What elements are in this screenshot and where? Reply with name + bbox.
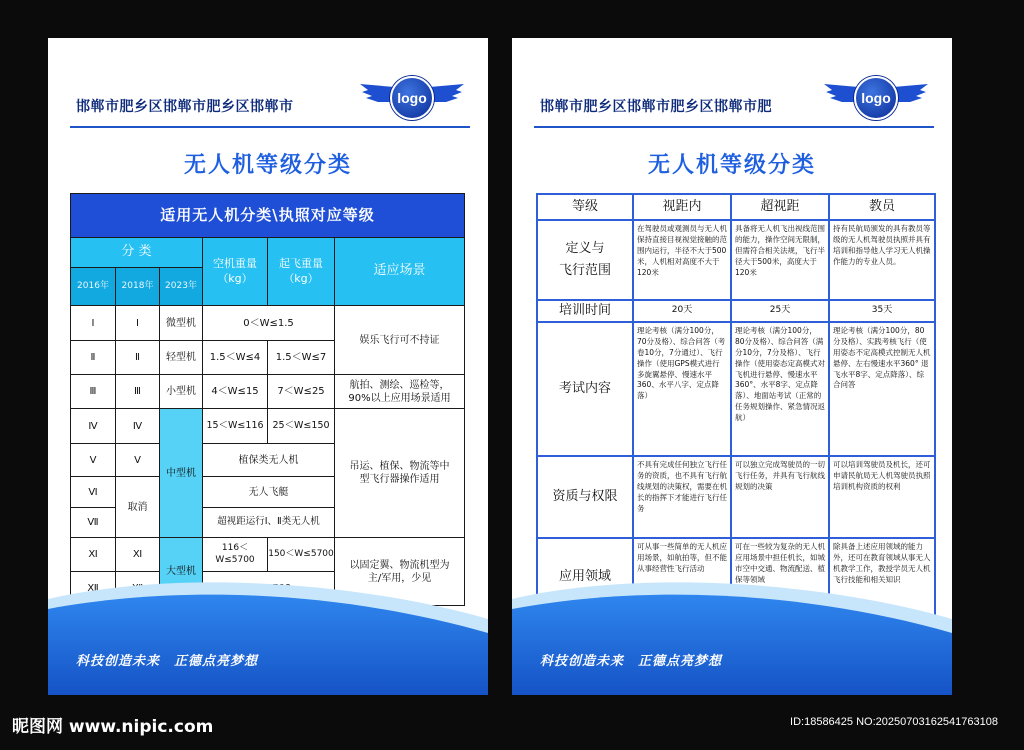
table-cell: Ⅲ bbox=[116, 375, 160, 409]
scene-cell: 娱乐飞行可不持证 bbox=[335, 306, 465, 375]
header-bvlos: 超视距 bbox=[731, 194, 829, 220]
table-cell: 超视距运行Ⅰ、Ⅱ类无人机 bbox=[203, 508, 335, 538]
table-cell: 20天 bbox=[633, 300, 731, 322]
page-title: 无人机等级分类 bbox=[183, 153, 352, 178]
table-cell: 大型机 bbox=[160, 538, 203, 606]
watermark: 昵图网 www.nipic.com bbox=[12, 717, 214, 737]
table-cell: Ⅳ bbox=[116, 409, 160, 444]
table-cell: 1.5＜W≤7 bbox=[268, 341, 335, 375]
poster-right bbox=[512, 38, 952, 695]
row-label-exam: 考试内容 bbox=[537, 322, 633, 456]
table-cell: 15＜W≤116 bbox=[203, 409, 268, 444]
table-cell: Ⅺ bbox=[71, 538, 116, 572]
header-vlos: 视距内 bbox=[633, 194, 731, 220]
brand-text: 邯郸市肥乡区邯郸市肥乡区邯郸市肥 bbox=[540, 99, 772, 115]
classification-table bbox=[70, 193, 465, 606]
table-cell: 理论考核（满分100分，70分及格）、综合问答（考卷10分，7分通过）、飞行操作（使用GPS模式进行多旋翼悬停、慢速水平360、水平八字、定点降落） bbox=[633, 322, 731, 456]
table-caption: 适用无人机分类\执照对应等级 bbox=[71, 194, 465, 238]
logo bbox=[364, 74, 460, 122]
table-cell: Ⅰ bbox=[116, 306, 160, 341]
table-cell: 7＜W≤25 bbox=[268, 375, 335, 409]
license-table bbox=[536, 193, 936, 617]
table-cell: 25天 bbox=[731, 300, 829, 322]
table-cell: 116＜W≤5700 bbox=[203, 538, 268, 572]
row-label-qualification: 资质与权限 bbox=[537, 456, 633, 538]
table-cell: 理论考核（满分100分，80分及格）、综合问答（满分10分，7分及格）、飞行操作（使用姿态定高模式对飞机进行悬停、慢速水平360°、水平8字、定点降落）、地面站考试（正常的任务规划操作、紧急情况返航） bbox=[731, 322, 829, 456]
image-id: ID:18586425 NO:20250703162541763108 bbox=[790, 716, 998, 728]
brand-text: 邯郸市肥乡区邯郸市肥乡区邯郸市 bbox=[76, 99, 294, 115]
table-cell: 可在一些较为复杂的无人机应用场景中担任机长，如城市空中交通、物流配送、植保等领域 bbox=[731, 538, 829, 616]
table-cell: 25＜W≤150 bbox=[268, 409, 335, 444]
table-cell: 植保类无人机 bbox=[203, 444, 335, 477]
footer-wave bbox=[512, 575, 952, 695]
table-cell: 1.5＜W≤4 bbox=[203, 341, 268, 375]
row-label-training: 培训时间 bbox=[537, 300, 633, 322]
table-cell: 取消 bbox=[116, 477, 160, 538]
table-cell: 微型机 bbox=[160, 306, 203, 341]
header-empty-weight: 空机重量 （kg） bbox=[203, 238, 268, 306]
table-cell: 可以培训驾驶员及机长，还可申请民航局无人机驾驶员执照培训机构资质的权利 bbox=[829, 456, 935, 538]
logo-badge: logo bbox=[854, 76, 898, 120]
table-cell: Ⅰ bbox=[71, 306, 116, 341]
header-year-2016: 2016年 bbox=[71, 268, 116, 306]
row-label-application: 应用领域 bbox=[537, 538, 633, 616]
table-cell: 轻型机 bbox=[160, 341, 203, 375]
table-cell: 35天 bbox=[829, 300, 935, 322]
poster-left bbox=[48, 38, 488, 695]
table-cell: 无人飞艇 bbox=[203, 477, 335, 508]
logo-badge: logo bbox=[390, 76, 434, 120]
table-cell: 4＜W≤15 bbox=[203, 375, 268, 409]
table-cell: 小型机 bbox=[160, 375, 203, 409]
slogan: 科技创造未来 正德点亮梦想 bbox=[76, 654, 259, 669]
page-title: 无人机等级分类 bbox=[647, 153, 816, 178]
logo bbox=[828, 74, 924, 122]
header-year-2018: 2018年 bbox=[116, 268, 160, 306]
footer-wave bbox=[48, 575, 488, 695]
header-divider bbox=[70, 126, 470, 128]
table-cell: Ⅺ bbox=[116, 538, 160, 572]
table-cell: 理论考核（满分100分，80分及格）、实践考核飞行（使用姿态不定高模式控制无人机悬停、左右慢速水平360° 退飞水平8字、定点降落）、综合问答 bbox=[829, 322, 935, 456]
table-cell: Ⅲ bbox=[71, 375, 116, 409]
table-cell: 中型机 bbox=[160, 409, 203, 538]
header-divider bbox=[534, 126, 934, 128]
table-cell: 持有民航局颁发的具有教员等级的无人机驾驶员执照并具有培训和指导他人学习无人机操作能力的专业人员。 bbox=[829, 220, 935, 300]
scene-cell: 以固定翼、物流机型为主/军用，少见 bbox=[335, 538, 465, 606]
header-scene: 适应场景 bbox=[335, 238, 465, 306]
table-cell: 可以独立完成驾驶员的一切飞行任务，并具有飞行航线规划的决策 bbox=[731, 456, 829, 538]
table-cell: Ⅵ bbox=[71, 477, 116, 508]
slogan: 科技创造未来 正德点亮梦想 bbox=[540, 654, 723, 669]
table-cell: 可从事一些简单的无人机应用场景，如航拍等，但不能从事经营性飞行活动 bbox=[633, 538, 731, 616]
header-takeoff-weight: 起飞重量 （kg） bbox=[268, 238, 335, 306]
table-cell: 除具备上述应用领域的能力外，还可在教育领域从事无人机教学工作，教授学员无人机飞行技能和相关知识 bbox=[829, 538, 935, 616]
table-cell: Ⅶ bbox=[71, 508, 116, 538]
table-cell: 具备将无人机飞出视线范围的能力，操作空间无限制，但需符合相关法规，飞行半径大于500米，高度大于120米 bbox=[731, 220, 829, 300]
table-cell: Ⅴ bbox=[116, 444, 160, 477]
table-cell: 不具有完成任何独立飞行任务的资质，也不具有飞行航线规划的决策权，需要在机长的指挥下才能进行飞行任务 bbox=[633, 456, 731, 538]
scene-cell: 航拍、测绘、巡检等，90%以上应用场景适用 bbox=[335, 375, 465, 409]
header-instructor: 教员 bbox=[829, 194, 935, 220]
row-label-definition: 定义与 飞行范围 bbox=[537, 220, 633, 300]
table-cell: Ⅴ bbox=[71, 444, 116, 477]
table-cell: Ⅱ bbox=[116, 341, 160, 375]
table-cell: Ⅻ bbox=[71, 572, 116, 606]
scene-cell: 吊运、植保、物流等中型飞行器操作适用 bbox=[335, 409, 465, 538]
table-cell: 150＜W≤5700 bbox=[268, 538, 335, 572]
header-year-2023: 2023年 bbox=[160, 268, 203, 306]
table-cell: Ⅳ bbox=[71, 409, 116, 444]
table-cell: 在驾驶员或观测员与无人机保持直接目视视觉接触的范围内运行，半径不大于500米，人机相对高度不大于120米 bbox=[633, 220, 731, 300]
table-cell: 0＜W≤1.5 bbox=[203, 306, 335, 341]
header-category: 分 类 bbox=[71, 238, 203, 268]
table-cell: Ⅱ bbox=[71, 341, 116, 375]
header-level: 等级 bbox=[537, 194, 633, 220]
